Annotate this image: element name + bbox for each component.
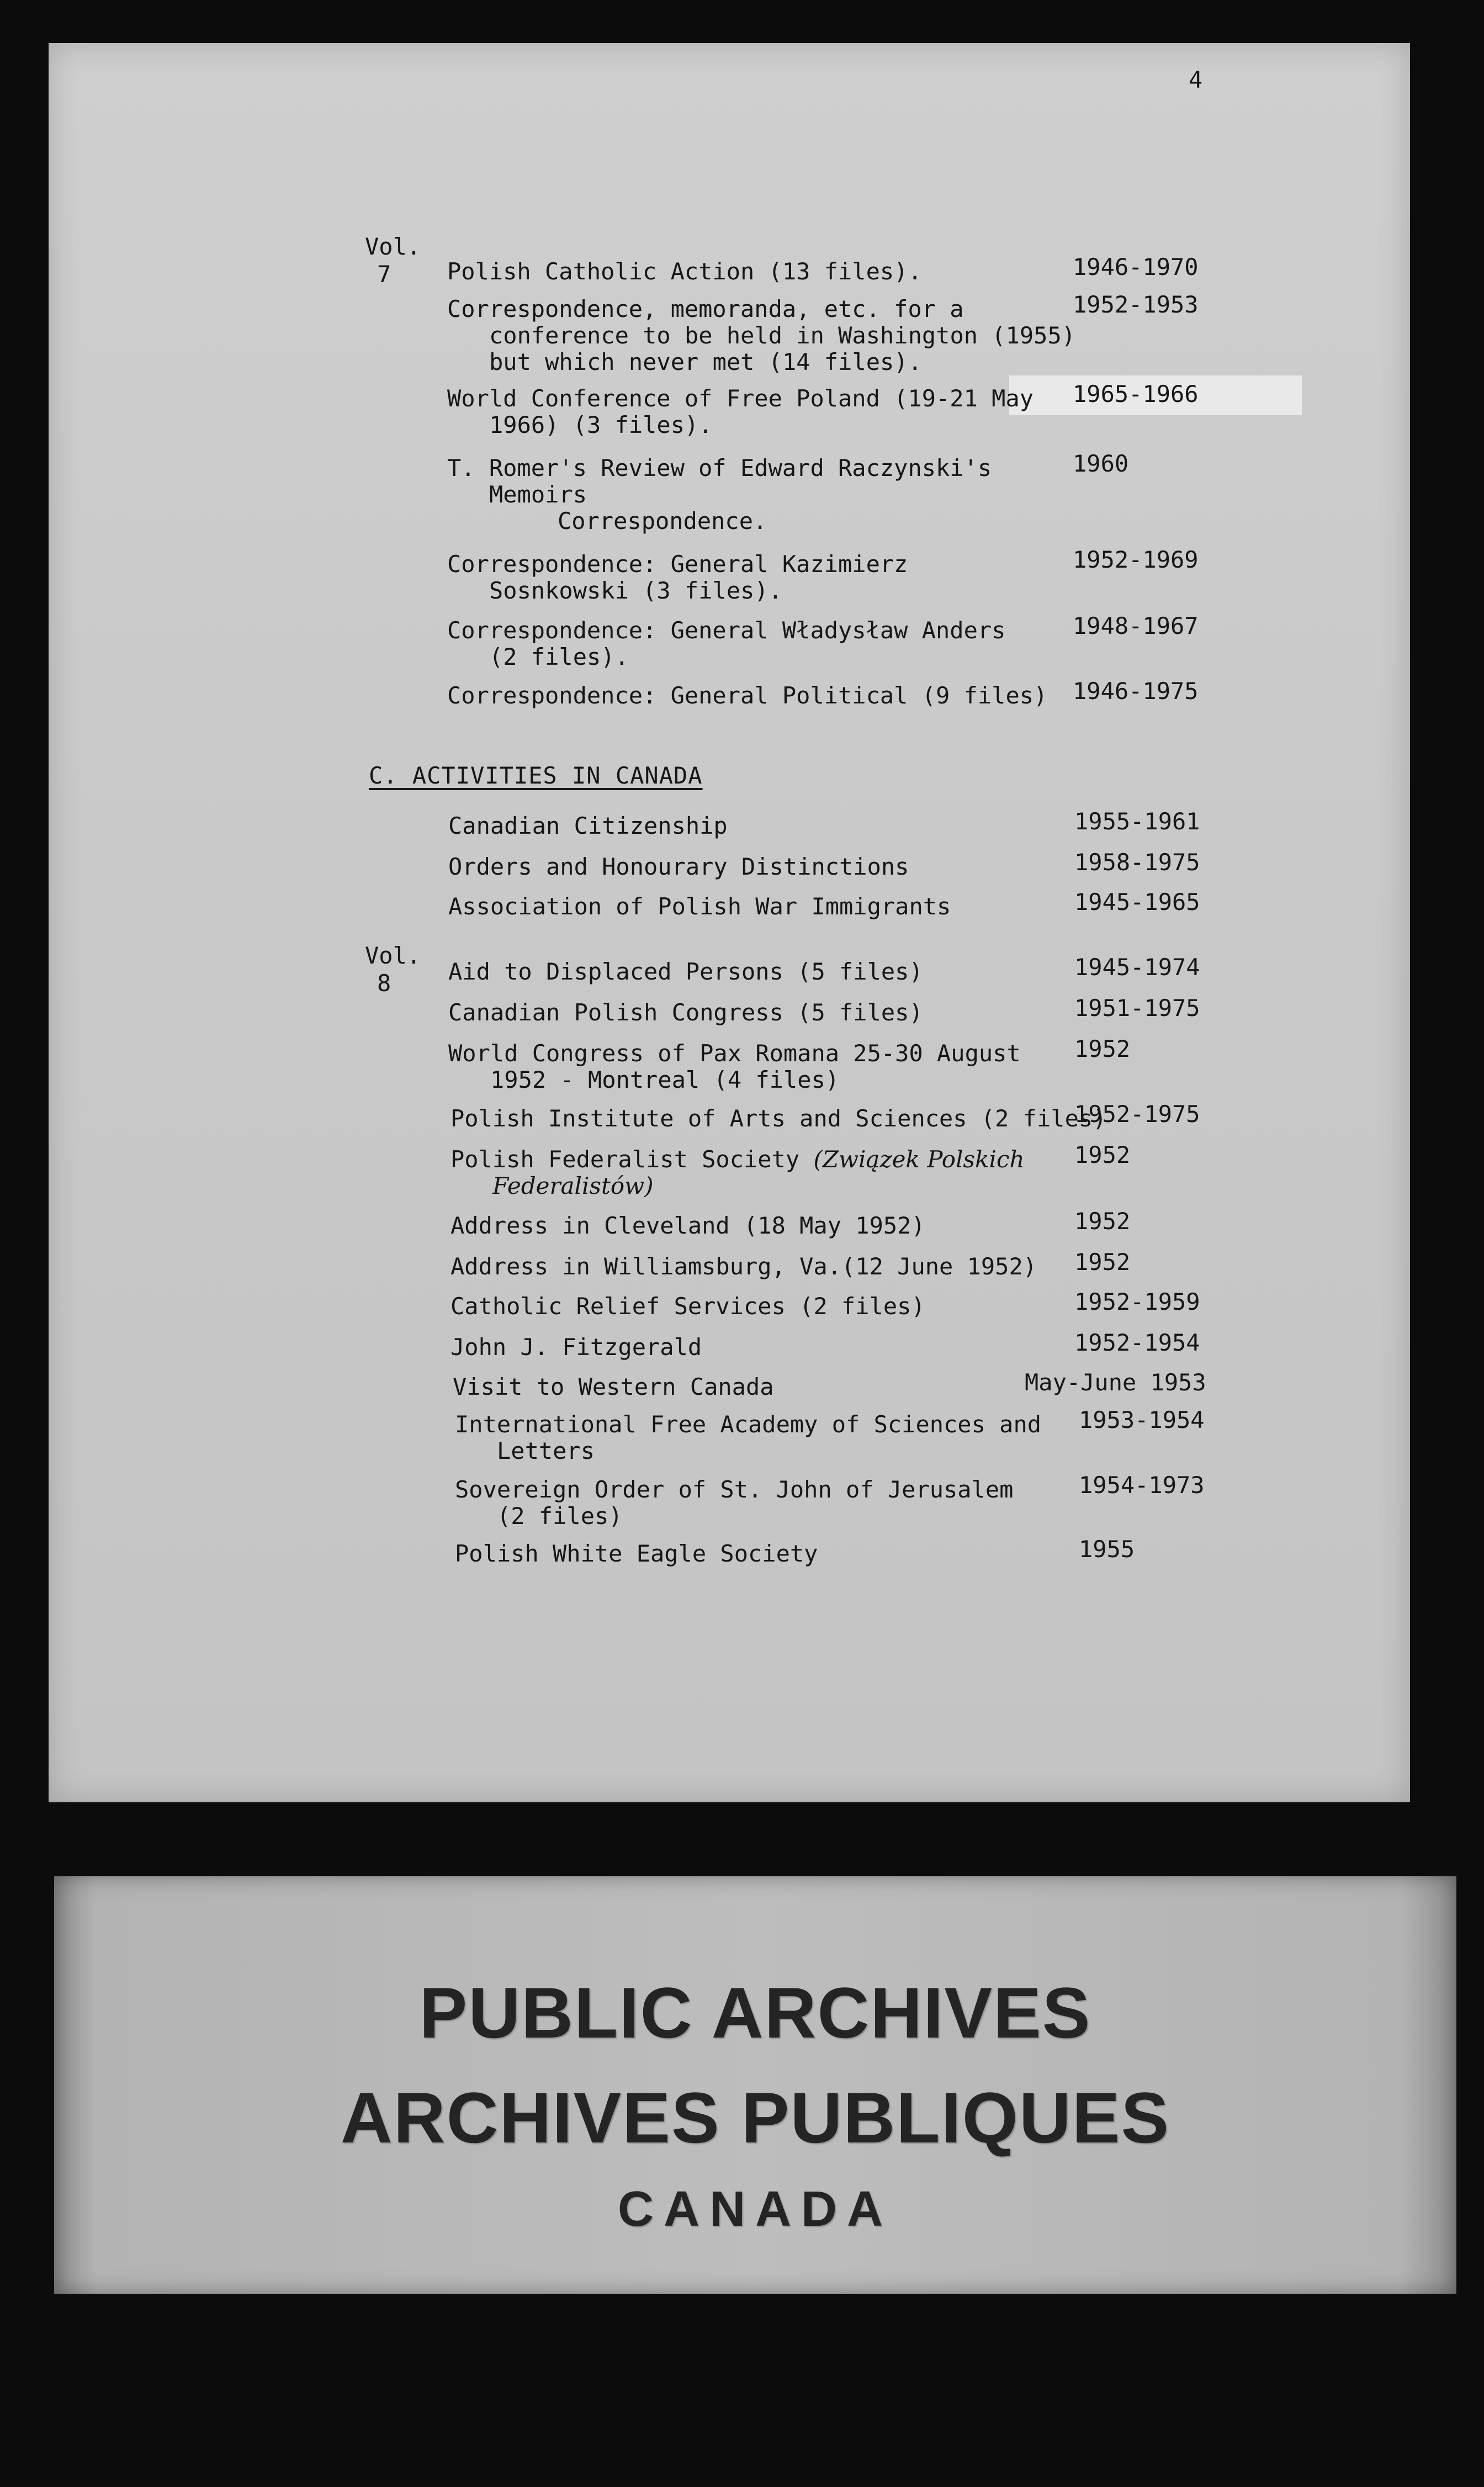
entry-foreign-name-continued: Federalistów) [492, 1172, 654, 1199]
entry-date: 1952 [1074, 1208, 1131, 1235]
entry-line: Catholic Relief Services (2 files) [451, 1293, 925, 1320]
document-page [49, 43, 1410, 1802]
entry-date: 1945-1965 [1074, 888, 1200, 916]
entry-line: Visit to Western Canada [453, 1373, 774, 1400]
entry-polish-war-immigrants [448, 893, 951, 920]
entry-world-conference-free-poland [447, 385, 1034, 438]
banner-line-public-archives: PUBLIC ARCHIVES [419, 1972, 1091, 2053]
entry-polish-catholic-action [447, 258, 922, 285]
entry-correspondence-anders [447, 617, 1005, 670]
entry-line: Polish White Eagle Society [455, 1540, 818, 1567]
entry-date: 1952-1975 [1074, 1100, 1200, 1128]
page-number: 4 [1189, 66, 1203, 93]
volume-7-label [365, 233, 421, 288]
entry-date: 1958-1975 [1074, 849, 1200, 876]
entry-line: Polish Federalist Society [451, 1146, 800, 1173]
entry-address-williamsburg [451, 1253, 1037, 1280]
entry-line: Aid to Displaced Persons (5 files) [448, 958, 923, 985]
entry-line: 1966) (3 files). [489, 411, 713, 438]
entry-line: World Conference of Free Poland (19-21 May [447, 385, 1034, 412]
entry-line: World Congress of Pax Romana 25-30 August [448, 1040, 1021, 1067]
entry-date: May-June 1953 [1025, 1369, 1206, 1396]
entry-canadian-polish-congress [448, 999, 923, 1026]
entry-displaced-persons [448, 959, 923, 985]
volume-7-number: 7 [377, 261, 391, 288]
entry-line: (2 files). [489, 643, 629, 670]
section-c-heading: C. ACTIVITIES IN CANADA [369, 762, 703, 789]
entry-line: Address in Cleveland (18 May 1952) [451, 1212, 925, 1239]
entry-western-canada [453, 1374, 774, 1400]
entry-line: Sovereign Order of St. John of Jerusalem [455, 1476, 1014, 1503]
entry-sovereign-order [455, 1477, 1013, 1530]
entry-line: (2 files) [497, 1502, 623, 1530]
entry-date: 1952 [1074, 1248, 1131, 1276]
entry-line: Address in Williamsburg, Va.(12 June 1952) [451, 1253, 1037, 1280]
entry-date: 1952 [1074, 1035, 1131, 1062]
entry-line: conference to be held in Washington (1955) [489, 322, 1076, 349]
entry-line: Canadian Citizenship [448, 812, 728, 839]
entry-date: 1960 [1073, 450, 1129, 477]
entry-catholic-relief [451, 1293, 925, 1320]
entry-date: 1954-1973 [1079, 1472, 1205, 1499]
entry-date: 1946-1975 [1073, 678, 1199, 705]
entry-date: 1945-1974 [1074, 954, 1200, 981]
entry-date: 1951-1975 [1074, 994, 1200, 1022]
entry-correspondence-sosnkowski [447, 551, 908, 604]
entry-line: Memoirs [489, 481, 587, 508]
entry-free-academy [455, 1411, 1041, 1464]
entry-address-cleveland [451, 1213, 925, 1239]
entry-line: T. Romer's Review of Edward Raczynski's [447, 454, 992, 481]
entry-date: 1952-1953 [1073, 291, 1199, 318]
entry-line: Association of Polish War Immigrants [448, 893, 951, 920]
entry-line: Correspondence. [558, 507, 767, 535]
entry-line: Polish Institute of Arts and Sciences (2 files) [451, 1105, 1107, 1132]
entry-fitzgerald [451, 1334, 702, 1361]
entry-date: 1955-1961 [1074, 808, 1200, 835]
entry-line: Polish Catholic Action (13 files). [447, 258, 922, 285]
entry-pax-romana [448, 1040, 1021, 1093]
entry-correspondence-political [447, 682, 1047, 709]
volume-8-label [365, 942, 421, 997]
entry-date: 1965-1966 [1073, 380, 1199, 408]
entry-line [451, 1146, 1025, 1173]
entry-white-eagle [455, 1541, 818, 1567]
volume-8-vol: Vol. [365, 942, 421, 969]
entry-conference-washington [447, 296, 1075, 375]
archives-banner [54, 1876, 1456, 2294]
entry-romer-review [447, 455, 992, 535]
volume-8-number: 8 [377, 970, 391, 997]
entry-line: Correspondence: General Władysław Anders [447, 617, 1006, 644]
entry-polish-institute [451, 1105, 1106, 1132]
entry-line: but which never met (14 files). [489, 348, 922, 375]
entry-line: Letters [497, 1437, 595, 1464]
entry-line: John J. Fitzgerald [451, 1334, 702, 1361]
entry-date: 1952-1954 [1074, 1329, 1200, 1356]
entry-foreign-name: (Związek Polskich [813, 1146, 1025, 1173]
entry-line: Correspondence: General Kazimierz [447, 551, 908, 578]
entry-date: 1955 [1079, 1536, 1135, 1563]
entry-line: Correspondence: General Political (9 files) [447, 682, 1048, 709]
entry-line: Correspondence, memoranda, etc. for a [447, 295, 964, 322]
entry-line: Canadian Polish Congress (5 files) [448, 999, 923, 1026]
entry-canadian-citizenship [448, 813, 728, 839]
entry-line: Sosnkowski (3 files). [489, 577, 783, 604]
entry-orders-distinctions [448, 854, 909, 880]
entry-line: Orders and Honourary Distinctions [448, 853, 909, 880]
entry-polish-federalist-society [451, 1146, 1025, 1199]
entry-date: 1948-1967 [1073, 612, 1199, 639]
entry-line: International Free Academy of Sciences and [455, 1411, 1042, 1438]
entry-date: 1952-1969 [1073, 546, 1199, 573]
banner-line-canada: CANADA [618, 2182, 893, 2237]
entry-date: 1952-1959 [1074, 1288, 1200, 1315]
banner-line-archives-publiques: ARCHIVES PUBLIQUES [340, 2077, 1170, 2158]
entry-date: 1952 [1074, 1141, 1131, 1168]
entry-line: 1952 - Montreal (4 files) [490, 1066, 840, 1093]
entry-date: 1953-1954 [1079, 1406, 1205, 1433]
volume-7-vol: Vol. [365, 233, 421, 260]
entry-date: 1946-1970 [1073, 253, 1199, 281]
